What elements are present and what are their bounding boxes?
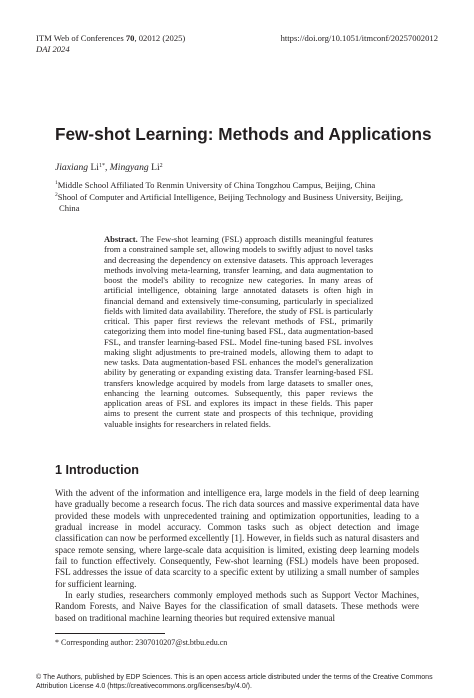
article-number: , 02012 (2025) bbox=[134, 33, 186, 43]
section-heading: 1 Introduction bbox=[55, 463, 139, 477]
body-paragraph: With the advent of the information and intelligence era, large models in the field of deep learning have gradually become a research focus. The rich data sources and massive experimental data have provided these models with unprecedented training and optimization opportunities, leading to a gradual increase in model accuracy. Common tasks such as object detection and image classification can now be performed excellently [1]. However, in fields such as natural disasters and space remote sensing, where large-scale data acquisition is limited, existing deep learning models fail to function effectively. Consequently, Few-shot learning (FSL) models have been proposed. FSL addresses the issue of data scarcity to a specific extent by utilizing a small number of samples for sufficient learning. bbox=[55, 488, 419, 589]
author-1-affiliation-mark: 1* bbox=[98, 163, 105, 169]
author-list: Jiaxiang $Li^{1*}$, Mingyang Li$^2$ bbox=[55, 162, 163, 173]
footnote-divider bbox=[55, 633, 165, 634]
license-notice: © The Authors, published by EDP Sciences. This is an open access article distributed under the terms of the Creative Commons Attribution License 4.0 (https://creativecommons.org/licenses/by/4.0/). bbox=[36, 674, 433, 690]
doi-link[interactable]: https://doi.org/10.1051/itmconf/20257002012 bbox=[280, 33, 438, 43]
journal-name: ITM Web of Conferences bbox=[36, 33, 126, 43]
author-2-affiliation-mark: 2 bbox=[159, 163, 163, 169]
affiliation-2: $^2$Shool of Computer and Artificial Intelligence, Beijing Technology and Business University, Beijing, China bbox=[55, 192, 403, 213]
author-1: Jiaxiang $Li^{1*}$ bbox=[55, 162, 105, 173]
abstract-text: The Few-shot learning (FSL) approach distills meaningful features from a constrained sample set, allowing models to swiftly adjust to novel tasks and decreasing the dependency on extensive datasets. This approach leverages methods involving meta-learning, transfer learning, and data augmentation to boost the model's ability to recognize new categories. In many areas of artificial intelligence, obtaining large annotated datasets is often high in financial demand and extensively time-consuming, particularly in specialized fields with limited data availability. Therefore, the study of FSL is particularly critical. This paper first reviews the relevant methods of FSL, primarily categorizing them into model fine-tuning based FSL, data augmentation-based FSL, and transfer learning-based FSL. Model fine-tuning based FSL involves making slight adjustments to pre-trained models, allowing them to adapt to new tasks. Data augmentation-based FSL enhances the model's generalization ability by generating or expanding existing data. Transfer learning-based FSL transfers knowledge acquired by models from large datasets to smaller ones, enhancing the learning outcomes. Subsequently, this paper reviews the application areas of FSL and explores its impact in these fields. This paper aims to present the current state and prospects of this technique, providing valuable insights for researchers in related fields. bbox=[104, 234, 373, 429]
abstract-label: Abstract. bbox=[104, 234, 138, 244]
paper-title: Few-shot Learning: Methods and Applications bbox=[55, 124, 432, 144]
author-2: Mingyang Li$^2$ bbox=[109, 162, 163, 173]
journal-volume: 70 bbox=[125, 33, 135, 43]
abstract bbox=[104, 234, 373, 429]
body-paragraph: In early studies, researchers commonly employed methods such as Support Vector Machines, Random Forests, and Naive Bayes for the classification of small datasets. These methods were based on traditional machine learning theories but required extensive manual bbox=[55, 590, 419, 623]
corresponding-author-footnote: * Corresponding author: 2307010207@st.btbu.edu.cn bbox=[55, 638, 228, 647]
running-header-left bbox=[36, 33, 185, 55]
conference-name: DAI 2024 bbox=[36, 44, 70, 54]
journal-citation bbox=[36, 33, 185, 44]
affiliation-1: $^1$Middle School Affiliated To Renmin University of China Tongzhou Campus, Beijing, China bbox=[55, 180, 376, 190]
